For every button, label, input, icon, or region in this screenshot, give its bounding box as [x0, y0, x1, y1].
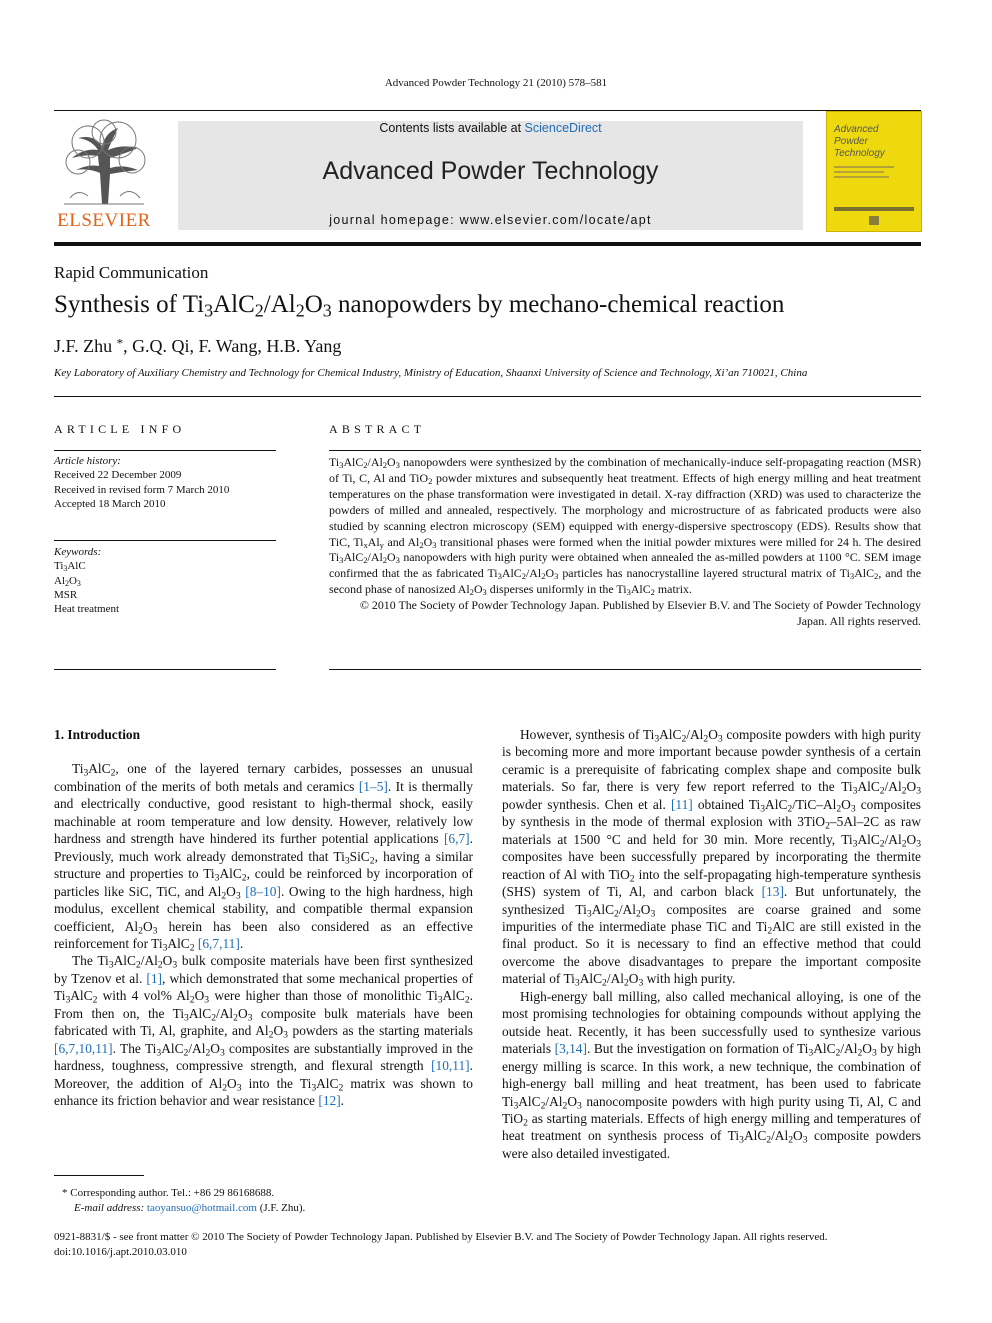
cover-title-line: Powder — [834, 136, 868, 147]
contents-prefix: Contents lists available at — [379, 121, 525, 135]
issn-line: 0921-8831/$ - see front matter © 2010 The Society of Powder Technology Japan. Published by Elsevier B.V. and The Society of Powder Technology Japan. All rights reserved. — [54, 1231, 828, 1243]
abstract — [329, 455, 921, 630]
history-accepted: Accepted 18 March 2010 — [54, 497, 166, 510]
info-rule-top — [54, 396, 921, 397]
body-right-column — [502, 726, 921, 1162]
abstract-text: $Ti_3AlC_2/Al_2O_3$ nanopowders were synthesized by the combination of mechanically-induce self-propagating reaction (MSR) of Ti, C, Al and TiO$_2$ powder mixtures and subsequently heat treatment. Effects of high energy milling and heat treatment temperatures on the phase transformation were investigated in detail. X-ray diffraction (XRD) was used to characterize the powders of milled and annealed, respectively. The morphology and microstructure of as fabricated products were also studied by scanning electron microscopy (SEM) equipped with energy-dispersive spectroscopy (EDS). Results show that TiC, $Ti_xAl_y$ and $Al_2O_3$ transitional phases were formed when the initial powder mixtures were milled for 24 h. The desired $Ti_3AlC_2/Al_2O_3$ nanopowders with high purity were obtained when annealed the as-milled powders at 1100 °C. SEM image confirmed that the as fabricated $Ti_3AlC_2/Al_2O_3$ particles has nanocrystalline layered structural matrix of $Ti_3AlC_2$, and the second phase of nanosized $Al_2O_3$ disperses uniformly in the $Ti_3AlC_2$ matrix. — [329, 455, 921, 598]
journal-homepage[interactable]: journal homepage: www.elsevier.com/locate/apt — [329, 213, 652, 227]
footnote-rule — [54, 1175, 144, 1176]
abstract-rule-bottom — [329, 669, 921, 670]
cover-title-line: Technology — [834, 148, 885, 159]
body-paragraph: However, synthesis of $Ti_3AlC_2/Al_2O_3$ composite powders with high purity is becoming more and more important because powder synthesis of a certain ceramic is a prerequisite of fabricating complex shape and composite bulk materials. So far, there is very few report referred to the $Ti_3AlC_2/Al_2O_3$ powder synthesis. Chen et al. [11] obtained $Ti_3AlC_2/TiC-Al_2O_3$ composites by synthesis in the mode of thermal explosion with 3TiO$_2$–5Al–2C as raw materials at 1500 °C and held for 30 min. More recently, $Ti_3AlC_2/Al_2O_3$ composites have been successfully prepared by incorporating the thermite reaction of Al with TiO$_2$ into the self-propagating high-temperature synthesis (SHS) system of Ti, Al, and carbon black [13]. But unfortunately, the synthesized $Ti_3AlC_2/Al_2O_3$ composites are coarse grained and some impurities of the intermediate phase TiC and $Ti_2AlC$ are still existed in the final product. So it is necessary to find an effective method that could overcome the above disadvantages to prepare the important composite material of $Ti_3AlC_2/Al_2O_3$ with high purity. — [502, 727, 922, 989]
body-paragraph: The $Ti_3AlC_2/Al_2O_3$ bulk composite materials have been first synthesized by Tzenov et al. [1], which demonstrated that some mechanical properties of $Ti_3AlC_2$ with 4 vol% $Al_2O_3$ were higher than those of monolithic $Ti_3AlC_2$. From then on, the $Ti_3AlC_2/Al_2O_3$ composite bulk materials have been fabricated with Ti, Al, graphite, and $Al_2O_3$ powders as the starting materials [6,7,10,11]. The $Ti_3AlC_2/Al_2O_3$ composites are substantially improved in the hardness, toughness, compressive strength, and flexural strength [10,11]. Moreover, the addition of $Al_2O_3$ into the $Ti_3AlC_2$ matrix was shown to enhance its friction behavior and wear resistance [12]. — [54, 953, 474, 1109]
author-email-link[interactable]: taoyansuo@hotmail.com — [146, 1201, 257, 1214]
abstract-rule — [329, 450, 921, 451]
article-history — [54, 454, 229, 511]
history-label: Article history: — [54, 455, 121, 467]
contents-availability — [178, 121, 803, 135]
article-type: Rapid Communication — [54, 263, 209, 282]
doi[interactable]: doi:10.1016/j.apt.2010.03.010 — [54, 1245, 187, 1258]
author-affiliation: Key Laboratory of Auxiliary Chemistry and Technology for Chemical Industry, Ministry of Education, Shaanxi University of Science and Technology, Xi’an 710021, China — [54, 367, 808, 379]
cover-title-line: Advanced — [834, 124, 879, 135]
publisher-logo[interactable] — [54, 118, 154, 233]
article-info-rule — [54, 450, 276, 451]
elsevier-tree-icon — [58, 118, 150, 206]
header-rule-thick — [54, 242, 921, 246]
corresponding-author: * Corresponding author. Tel.: +86 29 86168688. — [62, 1187, 275, 1199]
header-rule-thin — [54, 110, 921, 111]
article-authors: J.F. Zhu *, G.Q. Qi, F. Wang, H.B. Yang — [54, 335, 342, 356]
keywords-rule — [54, 540, 276, 541]
cover-publisher-icon — [869, 216, 879, 225]
journal-cover-thumbnail[interactable] — [826, 111, 922, 232]
keywords-label: Keywords: — [54, 546, 102, 558]
section-heading-introduction: 1. Introduction — [54, 727, 141, 742]
abstract-heading: ABSTRACT — [329, 422, 426, 436]
history-received: Received 22 December 2009 — [54, 469, 182, 482]
keyword-item: Heat treatment — [54, 603, 120, 616]
article-info-rule-bottom — [54, 669, 276, 670]
keyword-item: $Al_2O_3$ — [54, 574, 81, 588]
footnote — [62, 1186, 305, 1215]
abstract-copyright: © 2010 The Society of Powder Technology Japan. Published by Elsevier B.V. and The Society of Powder Technology Japan. All rights reserved. — [359, 598, 921, 629]
keyword-item: MSR — [54, 588, 78, 601]
journal-title: Advanced Powder Technology — [322, 157, 659, 185]
sciencedirect-link[interactable]: ScienceDirect — [524, 121, 602, 135]
history-revised: Received in revised form 7 March 2010 — [54, 483, 230, 496]
body-paragraph: High-energy ball milling, also called mechanical alloying, is one of the most promising technologies for obtaining compounds without applying the outside heat. Recently, it has been successfully used to synthesize various materials [3,14]. But the investigation on formation of $Ti_3AlC_2/Al_2O_3$ by high energy milling is scarce. In this work, a new technique, the combination of high-energy ball milling and heat treatment, has been used to fabricate $Ti_3AlC_2/Al_2O_3$ nanocomposite powders with high purity using Ti, Al, C and TiO$_2$ as starting materials. Effects of high energy milling and temperatures of heat treatment on synthesis process of $Ti_3AlC_2/Al_2O_3$ composite powders were also detailed investigated. — [502, 988, 921, 1161]
journal-banner — [178, 121, 803, 230]
article-title: Synthesis of $Ti_3AlC_2/Al_2O_3$ nanopowders by mechano-chemical reaction — [54, 291, 785, 321]
body-left-column — [54, 726, 473, 1110]
email-suffix: (J.F. Zhu). — [256, 1201, 306, 1214]
journal-reference: Advanced Powder Technology 21 (2010) 578–581 — [384, 77, 608, 89]
page-footer — [54, 1230, 934, 1259]
keyword-item: $Ti_3AlC$ — [54, 560, 86, 574]
email-label: E-mail address: — [74, 1201, 147, 1214]
cover-band — [834, 207, 914, 211]
author-email-line — [62, 1201, 305, 1216]
body-paragraph: $Ti_3AlC_2$, one of the layered ternary carbides, possesses an unusual combination of the merits of both metals and ceramics [1–5]. It is thermally and electrically conductive, good resistant to high-thermal shock, easily machinable at room temperature and low density. However, relatively low hardness and strength have hindered its further potential applications [6,7]. Previously, much work already demonstrated that $Ti_3SiC_2$, having a similar structure and properties to $Ti_3AlC_2$, could be reinforced by incorporation of particles like SiC, TiC, and $Al_2O_3$ [8–10]. Owing to the high hardness, high modulus, excellent chemical stability, and compatible thermal expansion coefficient, $Al_2O_3$ herein has been also considered as an effective reinforcement for $Ti_3AlC_2$ [6,7,11]. — [54, 761, 473, 954]
cover-title — [834, 124, 885, 160]
elsevier-wordmark: ELSEVIER — [57, 210, 151, 231]
keywords — [54, 545, 119, 616]
article-info-heading: ARTICLE INFO — [54, 422, 186, 436]
